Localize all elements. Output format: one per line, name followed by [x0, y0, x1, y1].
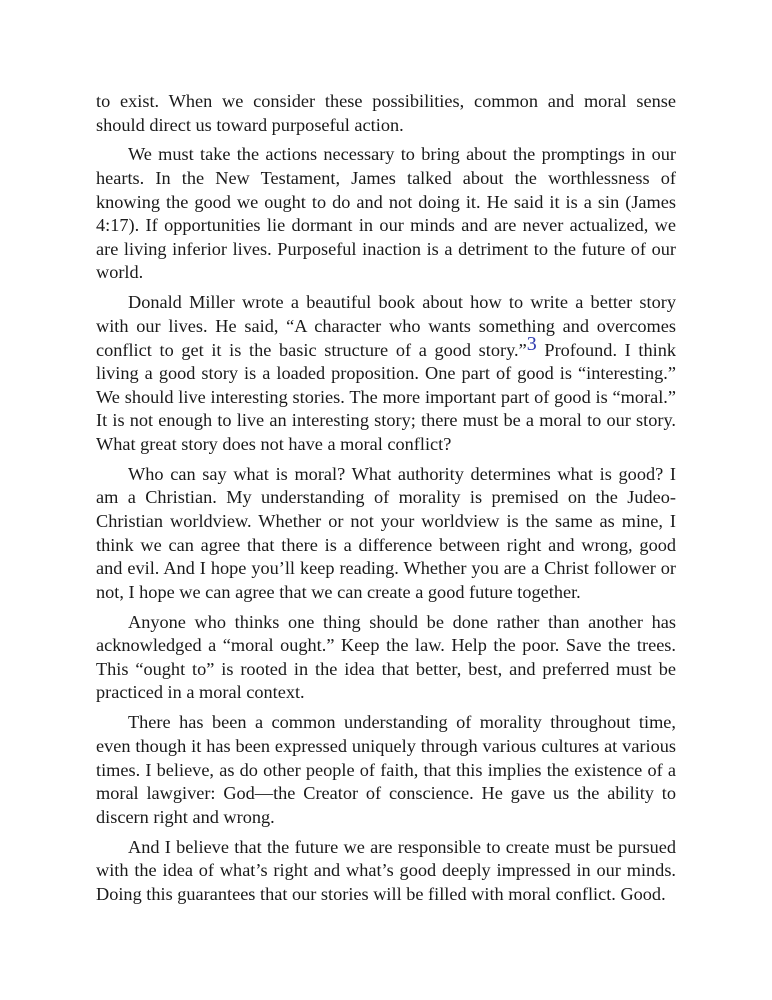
- paragraph-moral-ought: Anyone who thinks one thing should be done rather than another has acknowledged a “moral ought.” Keep the law. Help the poor. Save the trees. This “ought to” is rooted in the idea that better, best, and preferred must be practiced in a moral context.: [96, 611, 676, 703]
- paragraph-james: We must take the actions necessary to bring about the promptings in our hearts. In the New Testament, James talked about the worthlessness of knowing the good we ought to do and not doing it. He said it is a sin (James 4:17). If opportunities lie dormant in our minds and are never actualized, we are living inferior lives. Purposeful inaction is a detriment to the future of our world.: [96, 144, 676, 283]
- book-page-body: [96, 90, 676, 913]
- paragraph-common-understanding: There has been a common understanding of morality throughout time, even though it has been expressed uniquely through various cultures at various times. I believe, as do other people of faith, that this implies the existence of a moral lawgiver: God—the Creator of conscience. He gave us the ability to discern right and wrong.: [96, 712, 676, 827]
- paragraph-donald-miller-part1: Donald Miller wrote a beautiful book about how to write a better story with our lives. He said, “A character who wants something and overcomes conflict to get it is the basic structure of a good story.”: [96, 292, 676, 360]
- footnote-reference-link[interactable]: 3: [526, 332, 537, 355]
- paragraph-who-can-say: Who can say what is moral? What authority determines what is good? I am a Christian. My understanding of morality is premised on the Judeo-Christian worldview. Whether or not your worldview is the same as mine, I think we can agree that there is a difference between right and wrong, good and evil. And I hope you’ll keep reading. Whether you are a Christ follower or not, I hope we can agree that we can create a good future together.: [96, 463, 676, 602]
- paragraph-continuation: to exist. When we consider these possibilities, common and moral sense should direct us toward purposeful action.: [96, 91, 676, 135]
- paragraph-future-responsible: And I believe that the future we are responsible to create must be pursued with the idea of what’s right and what’s good deeply impressed in our minds. Doing this guarantees that our stories will be filled with moral conflict. Good.: [96, 836, 676, 904]
- paragraph-donald-miller-part2: Profound. I think living a good story is a loaded proposition. One part of good is “interesting.” We should live interesting stories. The more important part of good is “moral.” It is not enough to live an interesting story; there must be a moral to our story. What great story does not have a moral conflict?: [96, 339, 676, 454]
- paragraph-donald-miller: [96, 291, 676, 456]
